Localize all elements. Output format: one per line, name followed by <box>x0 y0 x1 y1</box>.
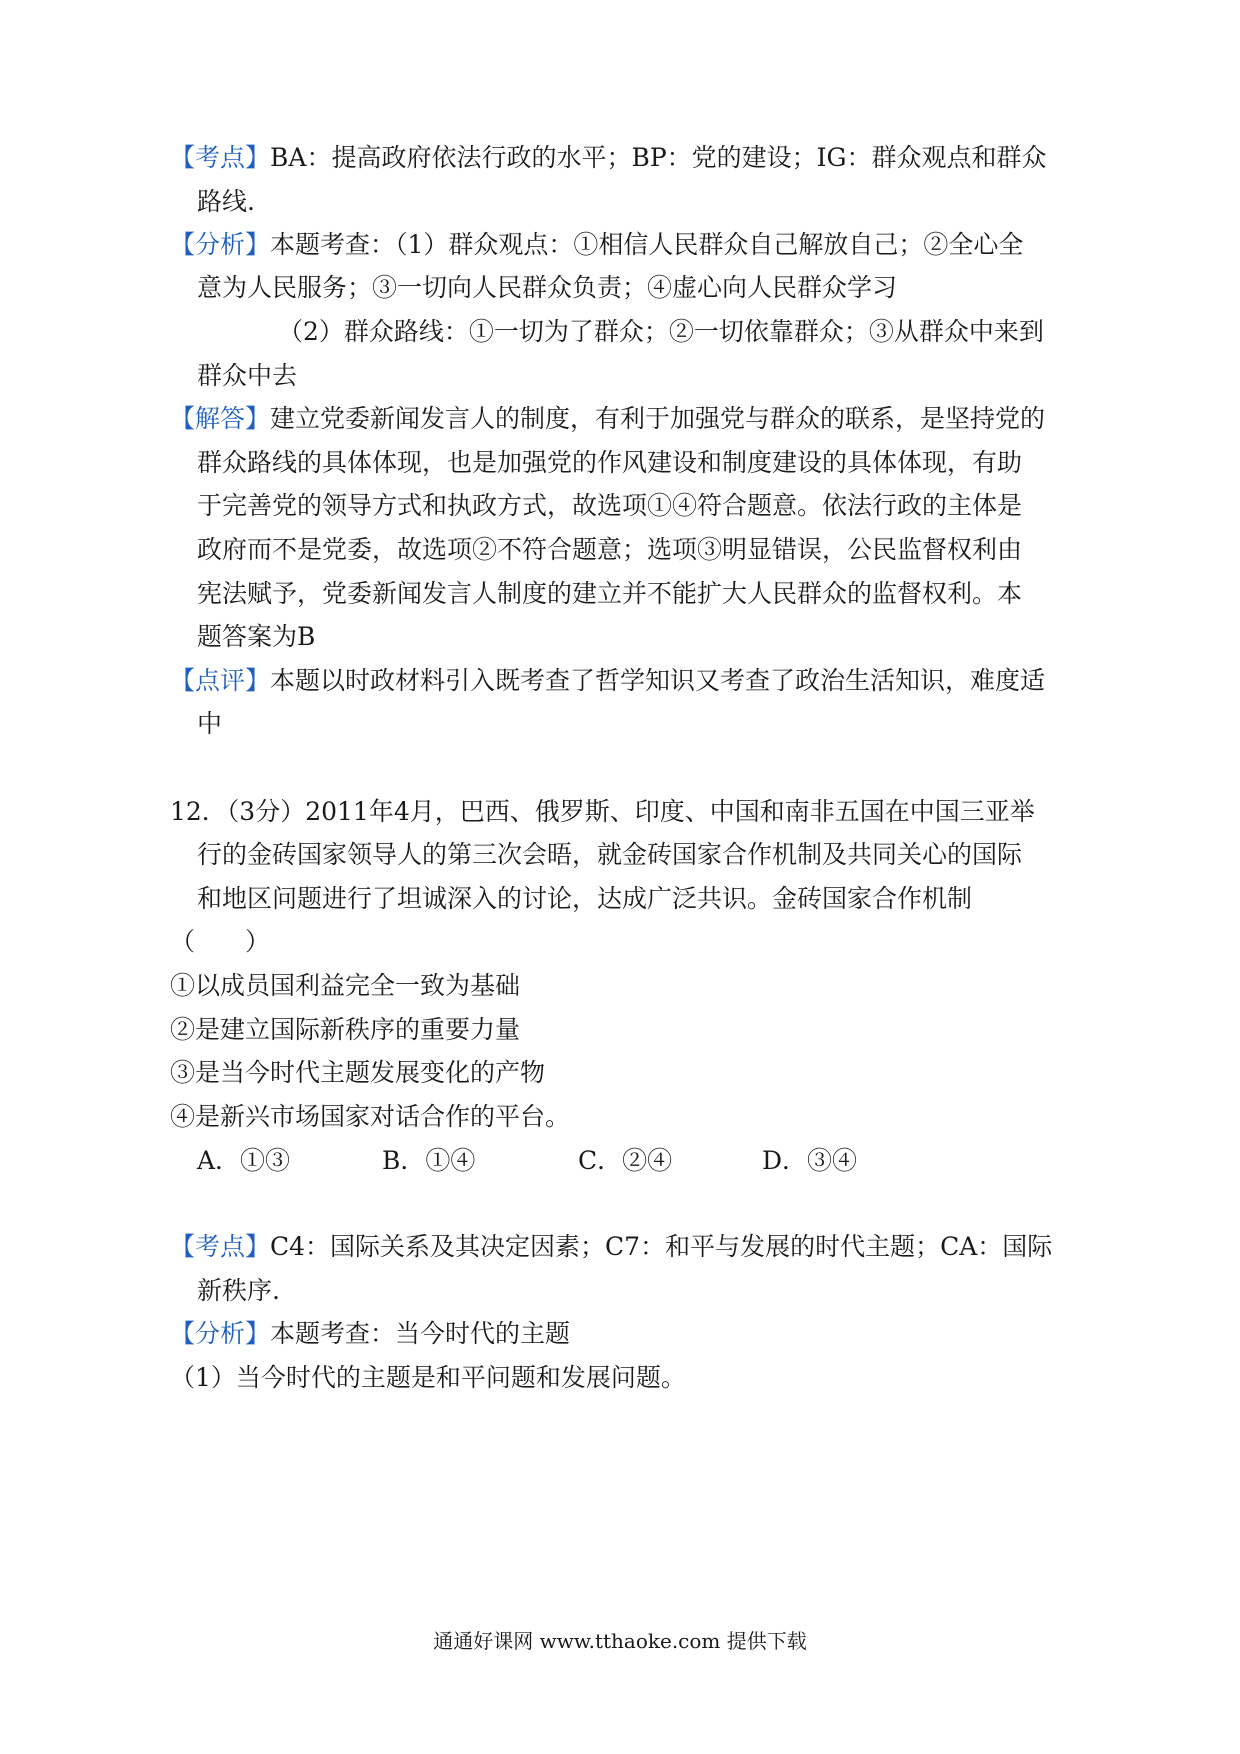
dianping-line-1 <box>170 664 1045 698</box>
question-12-line-3: 和地区问题进行了坦诚深入的讨论，达成广泛共识。金砖国家合作机制 <box>197 884 973 913</box>
kaodian2-line-1 <box>170 1230 1052 1264</box>
dianping-tag: 【点评】 <box>170 666 271 695</box>
jieda-line-1 <box>170 402 1045 436</box>
fenxi-line-2: 意为人民服务；③一切向人民群众负责；④虚心向人民群众学习 <box>197 273 898 302</box>
statement-4: ④是新兴市场国家对话合作的平台。 <box>170 1102 571 1131</box>
option-a: A．①③ <box>197 1146 291 1175</box>
fenxi2-tag: 【分析】 <box>170 1319 271 1348</box>
kaodian-text-1: BA：提高政府依法行政的水平；BP：党的建设；IG：群众观点和群众 <box>270 143 1047 172</box>
question-12-blank: （ ） <box>170 927 271 956</box>
statement-1: ①以成员国利益完全一致为基础 <box>170 971 521 1000</box>
option-b: B．①④ <box>382 1146 476 1175</box>
page-footer: 通通好课网 www.tthaoke.com 提供下载 <box>433 1629 807 1653</box>
kaodian2-tag: 【考点】 <box>170 1232 271 1261</box>
kaodian2-text-1: C4：国际关系及其决定因素；C7：和平与发展的时代主题；CA：国际 <box>270 1232 1053 1261</box>
fenxi-line-4: 群众中去 <box>197 361 298 390</box>
dianping-text-1: 本题以时政材料引入既考查了哲学知识又考查了政治生活知识，难度适 <box>270 666 1046 695</box>
question-12-line-1: 12．（3分）2011年4月，巴西、俄罗斯、印度、中国和南非五国在中国三亚举 <box>170 797 1035 826</box>
kaodian2-line-2: 新秩序. <box>197 1276 280 1305</box>
kaodian-tag: 【考点】 <box>170 143 271 172</box>
kaodian-line-2: 路线. <box>197 187 255 216</box>
fenxi-text-1: 本题考查：（1）群众观点：①相信人民群众自己解放自己；②全心全 <box>270 230 1024 259</box>
jieda-line-2: 群众路线的具体体现，也是加强党的作风建设和制度建设的具体体现，有助 <box>197 448 1023 477</box>
jieda-line-6: 题答案为B <box>197 622 316 651</box>
jieda-text-1: 建立党委新闻发言人的制度，有利于加强党与群众的联系，是坚持党的 <box>270 404 1046 433</box>
fenxi2-text-1: 本题考查：当今时代的主题 <box>270 1319 571 1348</box>
jieda-line-5: 宪法赋予，党委新闻发言人制度的建立并不能扩大人民群众的监督权利。本 <box>197 579 1023 608</box>
dianping-line-2: 中 <box>197 709 223 738</box>
jieda-line-4: 政府而不是党委，故选项②不符合题意；选项③明显错误，公民监督权利由 <box>197 535 1023 564</box>
jieda-line-3: 于完善党的领导方式和执政方式，故选项①④符合题意。依法行政的主体是 <box>197 491 1023 520</box>
statement-3: ③是当今时代主题发展变化的产物 <box>170 1058 546 1087</box>
statement-2: ②是建立国际新秩序的重要力量 <box>170 1015 521 1044</box>
fenxi-tag: 【分析】 <box>170 230 271 259</box>
fenxi2-line-1 <box>170 1317 570 1351</box>
fenxi-line-3: （2）群众路线：①一切为了群众；②一切依靠群众；③从群众中来到 <box>278 317 1044 346</box>
question-12-line-2: 行的金砖国家领导人的第三次会晤，就金砖国家合作机制及共同关心的国际 <box>197 840 1023 869</box>
fenxi2-line-2: （1）当今时代的主题是和平问题和发展问题。 <box>170 1363 686 1392</box>
kaodian-line-1 <box>170 141 1046 175</box>
option-d: D．③④ <box>762 1146 858 1175</box>
option-c: C．②④ <box>578 1146 673 1175</box>
jieda-tag: 【解答】 <box>170 404 271 433</box>
fenxi-line-1 <box>170 228 1023 262</box>
